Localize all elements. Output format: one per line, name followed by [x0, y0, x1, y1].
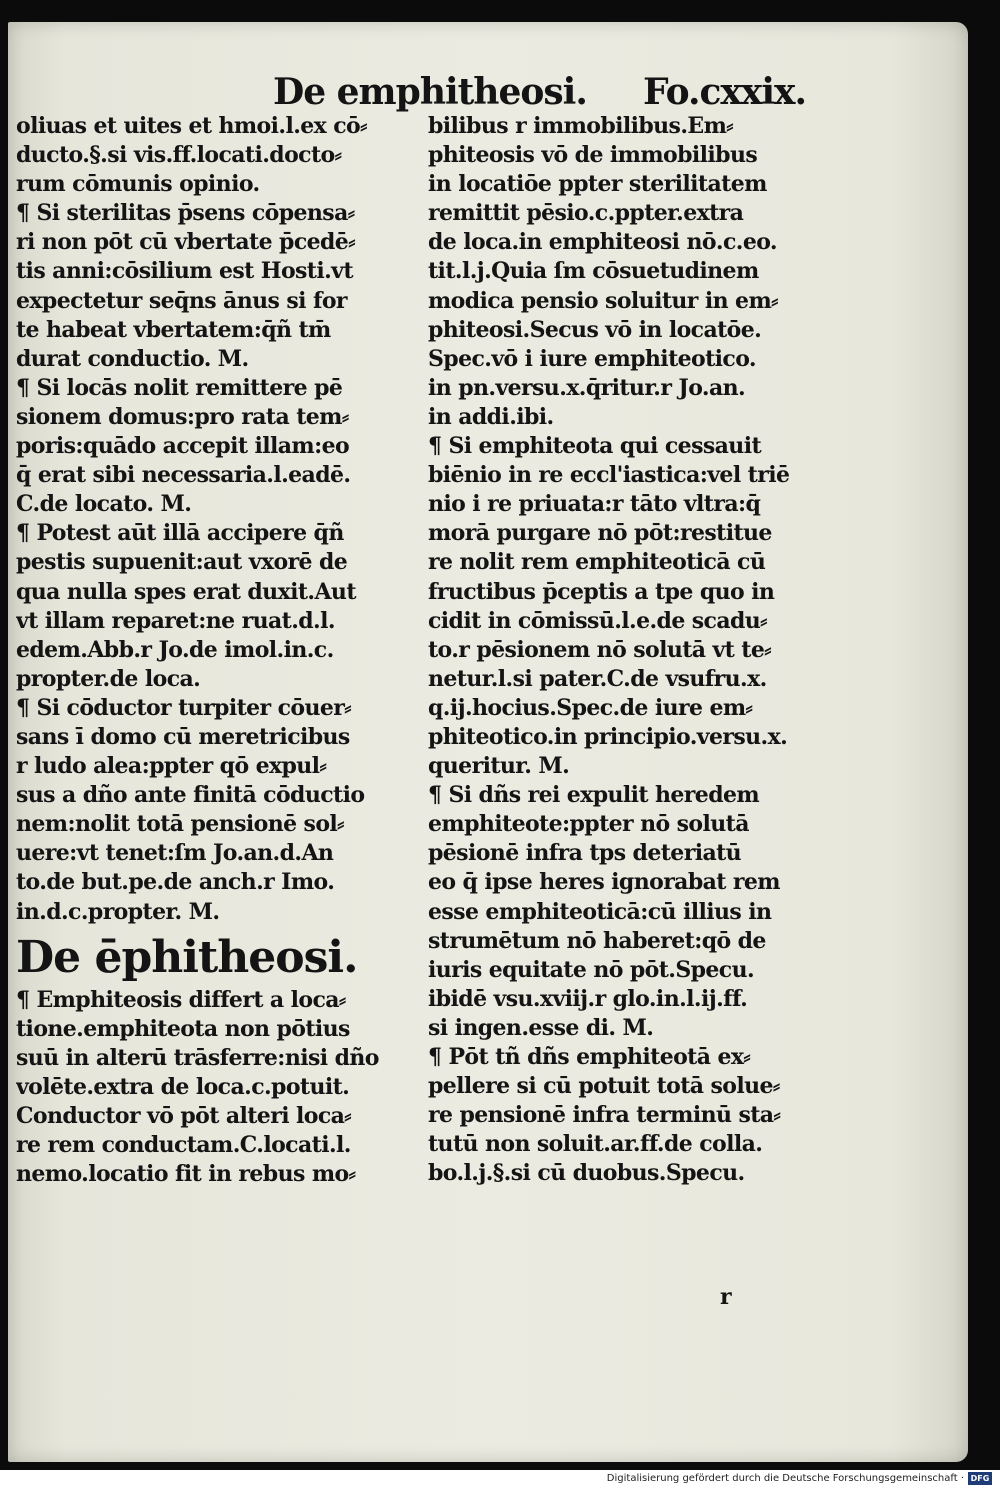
text-line: phiteotico.in principio.versu.x. — [428, 723, 788, 750]
text-line: esse emphiteoticā:cū illius in — [428, 898, 772, 925]
text-line: expectetur seq̄ns ānus si for — [16, 287, 347, 314]
text-line: tione.emphiteota non pōtius — [16, 1015, 350, 1042]
text-line: bo.l.j.§.si cū duobus.Specu. — [428, 1160, 745, 1187]
text-line: qua nulla spes erat duxit.Aut — [16, 578, 356, 605]
text-line: in locatiōe ppter sterilitatem — [428, 171, 767, 198]
right-text-column — [428, 112, 820, 1188]
text-line: propter.de loca. — [16, 665, 201, 692]
text-line: bilibus r immobilibus.Em⸗ — [428, 113, 733, 139]
text-line: C.de locato. M. — [16, 491, 192, 518]
text-line: biēnio in re eccl'iastica:vel triē — [428, 462, 790, 489]
text-line: de loca.in emphiteosi nō.c.eo. — [428, 229, 777, 256]
text-line: suū in alterū trāsferre:nisi dño — [16, 1044, 379, 1071]
text-line: ¶ Si dñs rei expulit heredem — [428, 782, 760, 809]
text-line: pellere si cū potuit totā solue⸗ — [428, 1073, 780, 1100]
text-line: remittit pēsio.c.ppter.extra — [428, 200, 744, 227]
text-line: ¶ Si cōductor turpiter cōuer⸗ — [16, 694, 351, 721]
text-line: re pensionē infra terminū sta⸗ — [428, 1102, 781, 1129]
text-line: edem.Abb.r Jo.de imol.in.c. — [16, 636, 334, 663]
text-line: nio i re priuata:r tāto vltra:q̄ — [428, 491, 761, 518]
text-line: to.de but.pe.de anch.r Imo. — [16, 869, 335, 896]
text-line: tutū non soluit.ar.ff.de colla. — [428, 1131, 763, 1158]
text-line: queritur. M. — [428, 753, 570, 780]
text-line: ri non pōt cū vbertate p̄cedē⸗ — [16, 229, 355, 256]
book-page — [8, 22, 968, 1462]
text-line: re rem conductam.C.locati.l. — [16, 1132, 351, 1159]
text-line: Conductor vō pōt alteri loca⸗ — [16, 1103, 352, 1129]
folio-number: Fo.cxxix. — [643, 71, 807, 113]
text-line: ¶ Si locās nolit remittere pē — [16, 374, 343, 401]
text-line: modica pensio soluitur in em⸗ — [428, 287, 778, 314]
text-line: rum cōmunis opinio. — [16, 171, 260, 198]
text-line: oliuas et uites et hmoi.l.ex cō⸗ — [16, 113, 367, 139]
text-line: emphiteote:ppter nō solutā — [428, 811, 749, 838]
text-line: fructibus p̄ceptis a tpe quo in — [428, 578, 775, 605]
text-line: ¶ Emphiteosis differt a loca⸗ — [16, 986, 346, 1013]
text-line: sus a dño ante finitā cōductio — [16, 782, 365, 809]
text-line: Spec.vō i iure emphiteotico. — [428, 345, 756, 372]
text-line: tis anni:cōsilium est Hosti.vt — [16, 258, 353, 285]
text-line: ibidē vsu.xviij.r glo.in.l.ij.ff. — [428, 985, 748, 1012]
text-line: phiteosi.Secus vō in locatōe. — [428, 316, 762, 343]
text-line: phiteosis vō de immobilibus — [428, 142, 758, 169]
text-line: pēsionē infra tps deteriatū — [428, 840, 742, 867]
text-line: r ludo alea:ppter qō expul⸗ — [16, 753, 327, 780]
text-line: in.d.c.propter. M. — [16, 898, 220, 925]
text-line: ¶ Potest aūt illā accipere q̄ñ — [16, 520, 344, 547]
text-line: durat conductio. M. — [16, 345, 249, 372]
dfg-logo: DFG — [968, 1472, 992, 1485]
left-text-column — [16, 112, 414, 1189]
text-line: morā purgare nō pōt:restitue — [428, 520, 772, 547]
text-line: cidit in cōmissū.l.e.de scadu⸗ — [428, 607, 767, 634]
text-line: nem:nolit totā pensionē sol⸗ — [16, 811, 344, 838]
text-line: pestis supuenit:aut vxorē de — [16, 549, 348, 576]
text-line: vt illam reparet:ne ruat.d.l. — [16, 607, 335, 634]
text-line: in pn.versu.x.q̄ritur.r Jo.an. — [428, 374, 746, 401]
digitization-credit: Digitalisierung gefördert durch die Deutsche Forschungsgemeinschaft · — [606, 1473, 964, 1484]
text-line: ducto.§.si vis.ff.locati.docto⸗ — [16, 142, 342, 169]
section-heading: De ēphitheosi. — [16, 931, 358, 983]
text-line: to.r pēsionem nō solutā vt te⸗ — [428, 636, 771, 663]
text-line: strumētum nō haberet:qō de — [428, 927, 766, 954]
text-line: nemo.locatio fit in rebus mo⸗ — [16, 1161, 356, 1188]
text-line: poris:quādo accepit illam:eo — [16, 433, 350, 460]
text-line: sans ī domo cū meretricibus — [16, 723, 350, 750]
text-line: ¶ Si emphiteota qui cessauit — [428, 433, 762, 460]
text-line: q.ij.hocius.Spec.de iure em⸗ — [428, 694, 753, 721]
signature-mark: r — [720, 1284, 732, 1310]
text-line: q̄ erat sibi necessaria.l.eadē. — [16, 462, 351, 489]
text-line: iuris equitate nō pōt.Specu. — [428, 956, 755, 983]
text-line: in addi.ibi. — [428, 403, 554, 430]
text-line: uere:vt tenet:ſm Jo.an.d.An — [16, 840, 334, 867]
text-line: ¶ Pōt tñ dñs emphiteotā ex⸗ — [428, 1044, 751, 1070]
text-line: volēte.extra de loca.c.potuit. — [16, 1073, 350, 1100]
text-line: ¶ Si sterilitas p̄sens cōpensa⸗ — [16, 200, 355, 227]
text-line: tit.l.j.Quia ſm cōsuetudinem — [428, 258, 759, 285]
text-line: re nolit rem emphiteoticā cū — [428, 549, 766, 576]
text-line: eo q̄ ipse heres ignorabat rem — [428, 869, 780, 896]
running-title: De emphitheosi. — [273, 71, 587, 113]
text-line: sionem domus:pro rata tem⸗ — [16, 403, 349, 430]
text-line: si ingen.esse di. M. — [428, 1014, 654, 1041]
text-line: te habeat vbertatem:q̄ñ tm̄ — [16, 316, 331, 343]
text-line: netur.l.si pater.C.de vsufru.x. — [428, 665, 767, 692]
